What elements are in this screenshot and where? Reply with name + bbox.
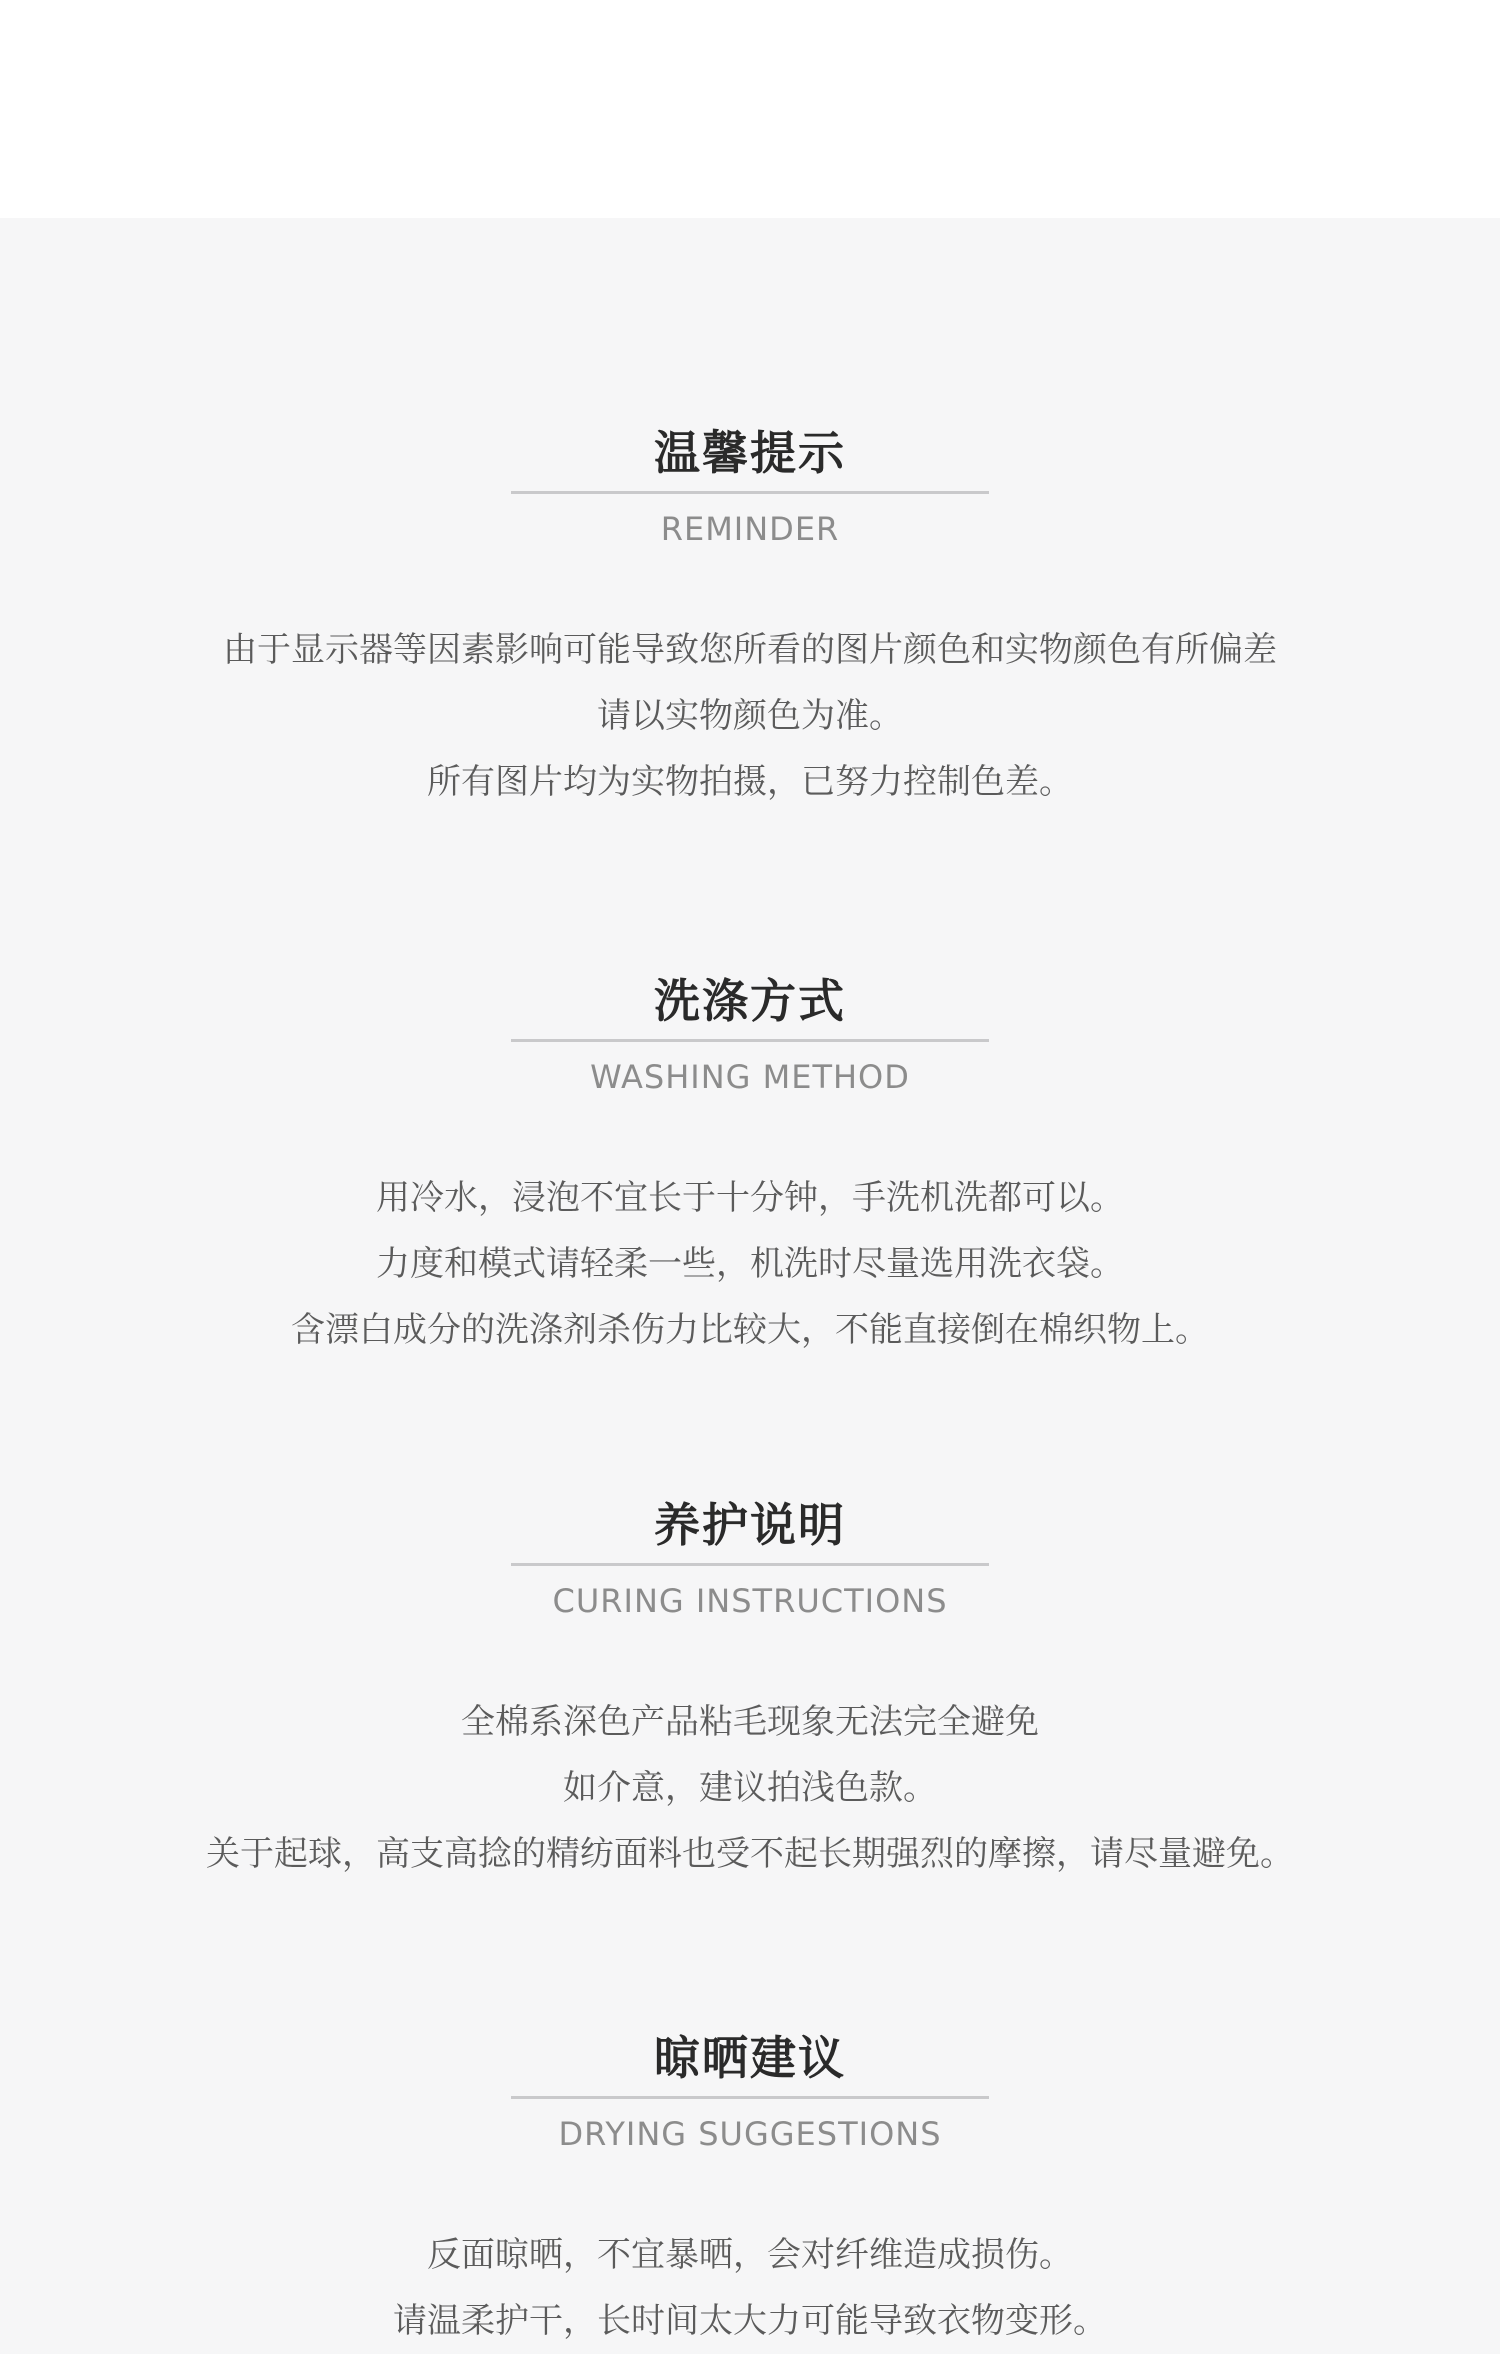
body-line: 含漂白成分的洗涤剂杀伤力比较大，不能直接倒在棉织物上。	[291, 1310, 1209, 1350]
section-body	[0, 1165, 1500, 1363]
section-body	[0, 617, 1500, 815]
section-subtitle: DRYING SUGGESTIONS	[558, 2115, 942, 2153]
body-line: 如介意，建议拍浅色款。	[563, 1768, 937, 1808]
title-divider	[511, 2096, 989, 2099]
title-divider	[511, 1039, 989, 1042]
section-title: 洗涤方式	[654, 974, 846, 1028]
body-line: 所有图片均为实物拍摄，已努力控制色差。	[427, 762, 1073, 802]
section-title: 晾晒建议	[654, 2031, 846, 2085]
body-line: 全棉系深色产品粘毛现象无法完全避免	[461, 1702, 1039, 1742]
body-line: 由于显示器等因素影响可能导致您所看的图片颜色和实物颜色有所偏差	[223, 630, 1277, 670]
body-line: 用冷水，浸泡不宜长于十分钟，手洗机洗都可以。	[376, 1178, 1124, 1218]
section-subtitle: CURING INSTRUCTIONS	[552, 1582, 948, 1620]
section-subtitle: WASHING METHOD	[590, 1058, 910, 1096]
title-divider	[511, 1563, 989, 1566]
body-line: 请温柔护干，长时间太大力可能导致衣物变形。	[393, 2301, 1107, 2341]
body-line: 请以实物颜色为准。	[597, 696, 903, 736]
section-body	[0, 2222, 1500, 2354]
body-line: 力度和模式请轻柔一些，机洗时尽量选用洗衣袋。	[376, 1244, 1124, 1284]
section-subtitle: REMINDER	[660, 510, 840, 548]
body-line: 关于起球，高支高捻的精纺面料也受不起长期强烈的摩擦，请尽量避免。	[206, 1834, 1294, 1874]
top-white-band	[0, 0, 1500, 218]
section-title: 温馨提示	[654, 426, 846, 480]
section-body	[0, 1689, 1500, 1887]
section-title: 养护说明	[654, 1498, 846, 1552]
title-divider	[511, 491, 989, 494]
body-line: 反面晾晒，不宜暴晒，会对纤维造成损伤。	[427, 2235, 1073, 2275]
